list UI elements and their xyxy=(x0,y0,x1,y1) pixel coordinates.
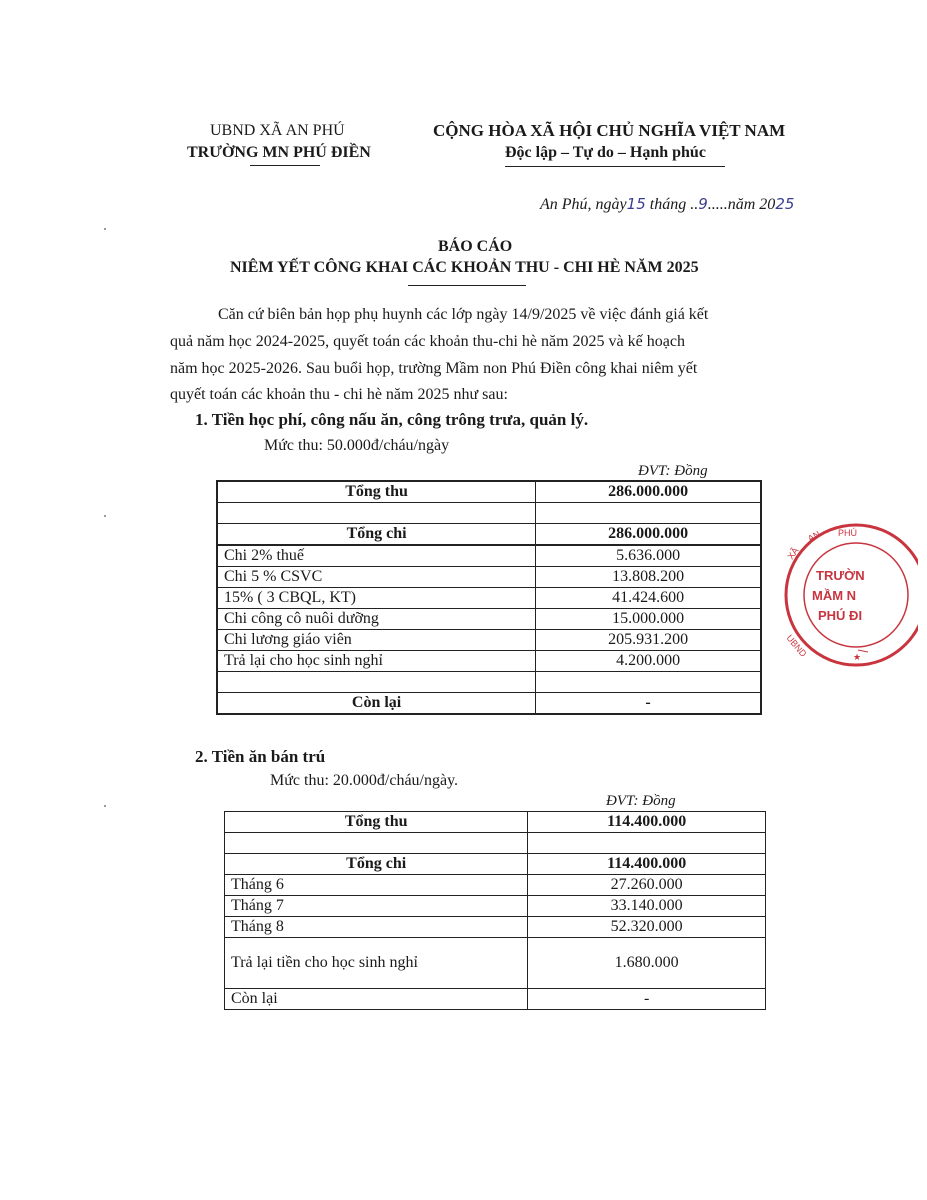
table-row xyxy=(217,630,761,651)
svg-text:PHÚ ĐI: PHÚ ĐI xyxy=(818,608,863,623)
svg-text:XÃ: XÃ xyxy=(785,545,801,562)
intro-line-4: quyết toán các khoản thu - chi hè năm 2025 như sau: xyxy=(170,386,508,403)
header-left-underline xyxy=(250,165,320,166)
table-row xyxy=(217,545,761,567)
s2-total-expense-value: 114.400.000 xyxy=(528,854,766,875)
table-row xyxy=(217,588,761,609)
s2-row-label: Tháng 8 xyxy=(225,917,528,938)
report-subtitle: NIÊM YẾT CÔNG KHAI CÁC KHOẢN THU - CHI HÈ NĂM 2025 xyxy=(230,259,699,276)
date-month: 9 xyxy=(698,195,708,213)
s1-row-label: Chi 5 % CSVC xyxy=(217,567,536,588)
section2-rate: Mức thu: 20.000đ/cháu/ngày. xyxy=(270,772,459,789)
scan-mark xyxy=(104,805,106,807)
scan-mark xyxy=(104,228,106,230)
section1-unit: ĐVT: Đồng xyxy=(638,463,708,479)
svg-text:AN: AN xyxy=(806,528,822,544)
section1-table xyxy=(216,480,762,715)
table-row xyxy=(225,917,766,938)
intro-line-3: năm học 2025-2026. Sau buổi họp, trường Mầm non Phú Điền công khai niêm yết xyxy=(170,360,698,377)
section2-table xyxy=(224,811,766,1010)
date-day: 15 xyxy=(626,195,646,213)
section2-unit: ĐVT: Đồng xyxy=(606,793,676,809)
table-row xyxy=(225,854,766,875)
s2-refund-value: 1.680.000 xyxy=(528,938,766,989)
s1-total-income-value: 286.000.000 xyxy=(536,481,761,503)
s1-row-value: 5.636.000 xyxy=(536,545,761,567)
s1-row-value: 205.931.200 xyxy=(536,630,761,651)
s2-row-value: 33.140.000 xyxy=(528,896,766,917)
section2-heading: 2. Tiền ăn bán trú xyxy=(195,747,326,766)
school-seal-stamp xyxy=(768,520,918,670)
svg-text:★: ★ xyxy=(853,652,862,662)
s1-total-income-label: Tổng thu xyxy=(217,481,536,503)
table-row xyxy=(225,896,766,917)
svg-text:UBND: UBND xyxy=(784,632,809,659)
table-row xyxy=(217,609,761,630)
table-row xyxy=(225,812,766,833)
s2-row-value: 52.320.000 xyxy=(528,917,766,938)
s1-total-expense-value: 286.000.000 xyxy=(536,524,761,546)
svg-text:MẦM N: MẦM N xyxy=(812,588,857,603)
table-row xyxy=(217,524,761,546)
table-row xyxy=(217,481,761,503)
intro-line-2: quả năm học 2024-2025, quyết toán các khoản thu-chi hè năm 2025 và kế hoạch xyxy=(170,333,685,350)
table-row xyxy=(217,503,761,524)
s1-row-value: 41.424.600 xyxy=(536,588,761,609)
table-row xyxy=(217,651,761,672)
s2-row-value: 27.260.000 xyxy=(528,875,766,896)
s2-empty-cell xyxy=(528,833,766,854)
s1-row-value: 4.200.000 xyxy=(536,651,761,672)
date-prefix: An Phú, ngày xyxy=(540,196,627,213)
s2-total-income-value: 114.400.000 xyxy=(528,812,766,833)
s1-remaining-label: Còn lại xyxy=(217,693,536,715)
s1-empty-cell xyxy=(536,672,761,693)
table-row xyxy=(225,989,766,1010)
s1-empty-cell xyxy=(217,503,536,524)
s1-row-label: Chi lương giáo viên xyxy=(217,630,536,651)
header-left-line1: UBND XÃ AN PHÚ xyxy=(210,122,345,139)
date-month-label: tháng .. xyxy=(649,196,699,213)
s1-empty-cell xyxy=(536,503,761,524)
s2-refund-label: Trả lại tiền cho học sinh nghỉ xyxy=(225,938,528,989)
s1-empty-cell xyxy=(217,672,536,693)
table-row xyxy=(225,875,766,896)
s2-row-label: Tháng 6 xyxy=(225,875,528,896)
intro-line-1: Căn cứ biên bản họp phụ huynh các lớp ngày 14/9/2025 về việc đánh giá kết xyxy=(218,306,709,323)
s1-total-expense-label: Tổng chi xyxy=(217,524,536,546)
table-row xyxy=(217,693,761,715)
s1-row-value: 13.808.200 xyxy=(536,567,761,588)
header-left-line2: TRƯỜNG MN PHÚ ĐIỀN xyxy=(187,144,371,161)
s1-row-label: 15% ( 3 CBQL, KT) xyxy=(217,588,536,609)
s2-remaining-value: - xyxy=(528,989,766,1010)
header-right-underline xyxy=(505,166,725,167)
section1-rate: Mức thu: 50.000đ/cháu/ngày xyxy=(264,437,450,454)
s2-total-expense-label: Tổng chi xyxy=(225,854,528,875)
table-row xyxy=(217,567,761,588)
s1-row-value: 15.000.000 xyxy=(536,609,761,630)
table-row xyxy=(225,833,766,854)
date-year: 25 xyxy=(775,195,795,213)
s1-remaining-value: - xyxy=(536,693,761,715)
s1-row-label: Chi 2% thuế xyxy=(217,545,536,567)
header-right-line1: CỘNG HÒA XÃ HỘI CHỦ NGHĨA VIỆT NAM xyxy=(433,121,786,140)
scan-mark xyxy=(104,515,106,517)
table-row xyxy=(217,672,761,693)
section1-heading: 1. Tiền học phí, công nấu ăn, công trông trưa, quản lý. xyxy=(195,410,589,429)
report-title: BÁO CÁO xyxy=(438,238,513,255)
s1-row-label: Chi công cô nuôi dưỡng xyxy=(217,609,536,630)
header-right-line2: Độc lập – Tự do – Hạnh phúc xyxy=(505,144,706,161)
s2-empty-cell xyxy=(225,833,528,854)
s1-row-label: Trả lại cho học sinh nghỉ xyxy=(217,651,536,672)
s2-total-income-label: Tổng thu xyxy=(225,812,528,833)
svg-text:PHÚ: PHÚ xyxy=(838,528,858,538)
date-line xyxy=(540,195,794,214)
s2-remaining-label: Còn lại xyxy=(225,989,528,1010)
s2-row-label: Tháng 7 xyxy=(225,896,528,917)
svg-text:TRƯỜN: TRƯỜN xyxy=(816,568,865,583)
title-underline xyxy=(408,285,526,286)
table-row xyxy=(225,938,766,989)
date-year-label: .....năm 20 xyxy=(707,196,776,213)
